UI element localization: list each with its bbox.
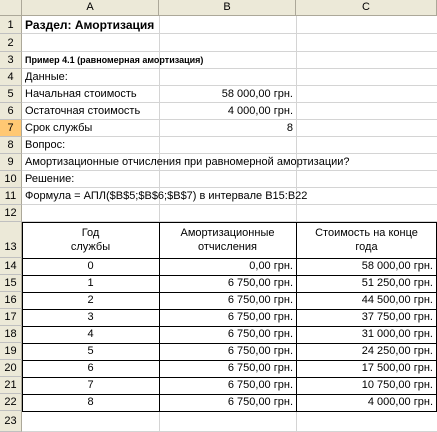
row-header-17[interactable]: 17 [0, 309, 22, 326]
cell-a3[interactable]: Пример 4.1 (равномерная амортизация) [25, 55, 204, 65]
row-header-13[interactable]: 13 [0, 222, 22, 258]
table-header-value [296, 226, 437, 254]
row-2 [22, 34, 437, 52]
row-12 [22, 205, 437, 222]
row-23 [22, 411, 437, 432]
row-header-10[interactable]: 10 [0, 171, 22, 188]
cell-year[interactable]: 3 [87, 311, 94, 323]
row-5 [22, 86, 437, 103]
header-dep-line1: Амортизационные [180, 227, 275, 239]
cell-year[interactable]: 2 [87, 294, 94, 306]
cell-end-value[interactable]: 17 500,00 грн. [361, 362, 433, 374]
table-row-line [22, 377, 437, 378]
table-row [22, 258, 437, 275]
header-dep-line2: отчисления [197, 241, 257, 253]
row-header-19[interactable]: 19 [0, 343, 22, 360]
row-header-9[interactable]: 9 [0, 154, 22, 171]
select-all-corner[interactable] [0, 0, 22, 16]
cell-a5[interactable]: Начальная стоимость [25, 88, 137, 100]
row-header-5[interactable]: 5 [0, 86, 22, 103]
row-header-6[interactable]: 6 [0, 103, 22, 120]
cell-end-value[interactable]: 37 750,00 грн. [361, 311, 433, 323]
row-header-16[interactable]: 16 [0, 292, 22, 309]
row-header-11[interactable]: 11 [0, 188, 22, 205]
row-6 [22, 103, 437, 120]
table-row-line [22, 292, 437, 293]
row-header-20[interactable]: 20 [0, 360, 22, 377]
table-row [22, 326, 437, 343]
table-row-line [22, 343, 437, 344]
cell-depreciation[interactable]: 6 750,00 грн. [227, 277, 293, 289]
row-header-8[interactable]: 8 [0, 137, 22, 154]
table-border-col-c [296, 222, 297, 412]
row-10 [22, 171, 437, 188]
cell-a7[interactable]: Срок службы [25, 122, 93, 134]
row-1 [22, 16, 437, 34]
cell-depreciation[interactable]: 6 750,00 грн. [227, 345, 293, 357]
row-9 [22, 154, 437, 171]
table-header-year [22, 226, 159, 254]
table-row [22, 309, 437, 326]
cell-end-value[interactable]: 10 750,00 грн. [361, 379, 433, 391]
table-border-left [22, 222, 23, 412]
row-8 [22, 137, 437, 154]
row-header-18[interactable]: 18 [0, 326, 22, 343]
table-row [22, 394, 437, 411]
row-4 [22, 69, 437, 86]
header-year-line1: Год [81, 227, 100, 239]
cell-end-value[interactable]: 24 250,00 грн. [361, 345, 433, 357]
row-11 [22, 188, 437, 205]
cell-depreciation[interactable]: 6 750,00 грн. [227, 379, 293, 391]
table-border-header [22, 258, 437, 259]
table-row-line [22, 326, 437, 327]
cell-depreciation[interactable]: 0,00 грн. [249, 260, 293, 272]
table-row [22, 377, 437, 394]
column-header-a[interactable]: A [22, 0, 159, 16]
row-header-21[interactable]: 21 [0, 377, 22, 394]
table-row-line [22, 360, 437, 361]
cell-year[interactable]: 8 [87, 396, 94, 408]
cell-b5[interactable]: 58 000,00 грн. [221, 88, 293, 100]
row-header-15[interactable]: 15 [0, 275, 22, 292]
cell-a9[interactable]: Амортизационные отчисления при равномерной амортизации? [25, 156, 350, 168]
column-header-c[interactable]: C [296, 0, 437, 16]
cell-a8[interactable]: Вопрос: [25, 139, 66, 151]
cell-depreciation[interactable]: 6 750,00 грн. [227, 362, 293, 374]
row-3 [22, 52, 437, 69]
table-row [22, 360, 437, 377]
column-header-b[interactable]: B [159, 0, 296, 16]
cell-a1[interactable]: Раздел: Амортизация [25, 18, 155, 32]
cell-end-value[interactable]: 44 500,00 грн. [361, 294, 433, 306]
row-header-4[interactable]: 4 [0, 69, 22, 86]
row-header-2[interactable]: 2 [0, 34, 22, 52]
cell-a6[interactable]: Остаточная стоимость [25, 105, 141, 117]
table-row-line [22, 309, 437, 310]
row-header-3[interactable]: 3 [0, 52, 22, 69]
table-row [22, 275, 437, 292]
cell-a11[interactable]: Формула = АПЛ($B$5;$B$6;$B$7) в интервале B15:B22 [25, 190, 308, 202]
cell-end-value[interactable]: 31 000,00 грн. [361, 328, 433, 340]
row-7 [22, 120, 437, 137]
row-header-12[interactable]: 12 [0, 205, 22, 222]
cell-year[interactable]: 6 [87, 362, 94, 374]
row-header-1[interactable]: 1 [0, 16, 22, 34]
table-border-col-b [159, 222, 160, 412]
row-header-22[interactable]: 22 [0, 394, 22, 411]
row-header-7[interactable]: 7 [0, 120, 22, 137]
header-year-line2: службы [70, 241, 111, 253]
cell-depreciation[interactable]: 6 750,00 грн. [227, 328, 293, 340]
table-border-bottom [22, 411, 437, 412]
cell-year[interactable]: 0 [87, 260, 94, 272]
cell-a10[interactable]: Решение: [25, 173, 75, 185]
table-row-line [22, 394, 437, 395]
cell-end-value[interactable]: 4 000,00 грн. [367, 396, 433, 408]
row-header-14[interactable]: 14 [0, 258, 22, 275]
cell-end-value[interactable]: 51 250,00 грн. [361, 277, 433, 289]
cell-a4[interactable]: Данные: [25, 71, 68, 83]
cell-b6[interactable]: 4 000,00 грн. [227, 105, 293, 117]
cell-depreciation[interactable]: 6 750,00 грн. [227, 311, 293, 323]
cell-end-value[interactable]: 58 000,00 грн. [361, 260, 433, 272]
cell-b7[interactable]: 8 [286, 122, 293, 134]
cell-year[interactable]: 4 [87, 328, 94, 340]
cell-year[interactable]: 5 [87, 345, 94, 357]
row-header-23[interactable]: 23 [0, 411, 22, 432]
row-13 [22, 222, 437, 258]
table-header-depreciation [159, 226, 296, 254]
cell-depreciation[interactable]: 6 750,00 грн. [227, 396, 293, 408]
table-row [22, 292, 437, 309]
table-row [22, 343, 437, 360]
cell-depreciation[interactable]: 6 750,00 грн. [227, 294, 293, 306]
cell-year[interactable]: 1 [87, 277, 94, 289]
cell-year[interactable]: 7 [87, 379, 94, 391]
table-row-line [22, 275, 437, 276]
header-value-line2: года [355, 241, 378, 253]
header-value-line1: Стоимость на конце [315, 227, 418, 239]
table-border-top [22, 222, 437, 223]
